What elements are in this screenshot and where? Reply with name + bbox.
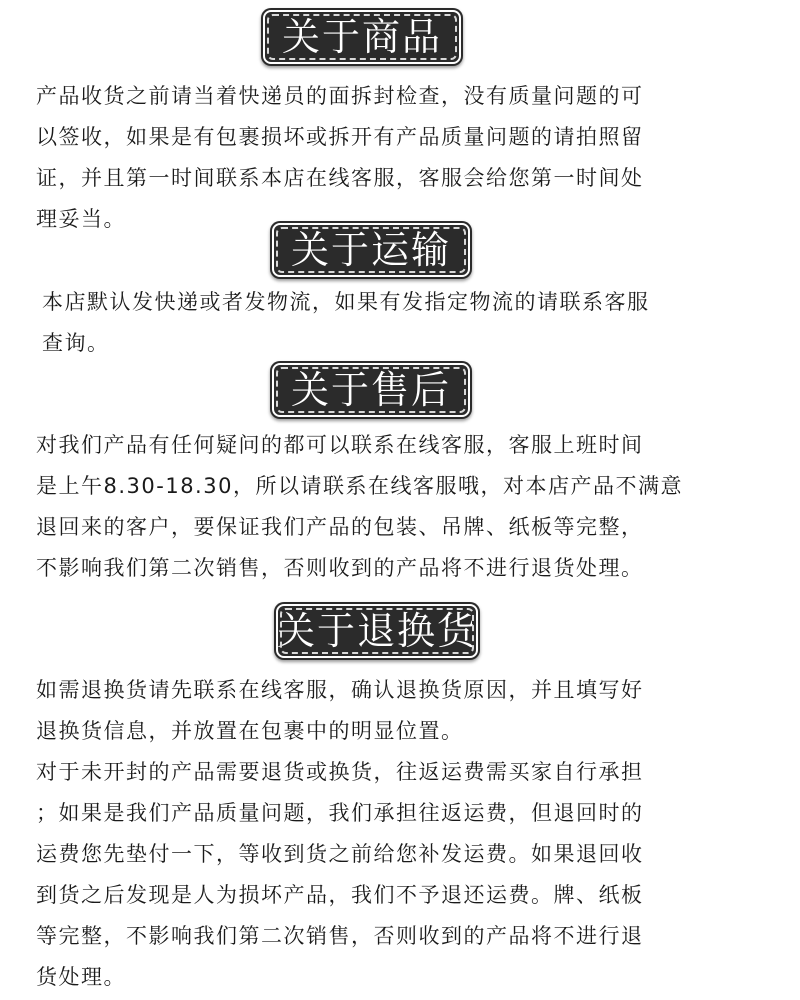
section-heading-aftersales: 关于售后 bbox=[270, 361, 472, 419]
section-heading-returns: 关于退换货 bbox=[274, 602, 480, 660]
section-text-product: 产品收货之前请当着快递员的面拆封检查，没有质量问题的可 以签收，如果是有包裹损坏或拆开有产品质量问题的请拍照留 证，并且第一时间联系本店在线客服，客服会给您第一时间处 理妥当。 bbox=[36, 84, 644, 231]
section-text-aftersales: 对我们产品有任何疑问的都可以联系在线客服，客服上班时间 是上午8.30-18.30，所以请联系在线客服哦，对本店产品不满意 退回来的客户，要保证我们产品的包装、吊牌、纸板等完整， 不影响我们第二次销售，否则收到的产品将不进行退货处理。 bbox=[36, 433, 683, 580]
section-text-returns-2: 对于未开封的产品需要退货或换货，往返运费需买家自行承担 ；如果是我们产品质量问题，我们承担往返运费，但退回时的 运费您先垫付一下，等收到货之前给您补发运费。如果退回收 到货之后发现是人为损坏产品，我们不予退还运费。牌、纸板 等完整，不影响我们第二次销售，否则收到的产品将不进行退 货处理。 bbox=[36, 760, 644, 989]
section-text-shipping: 本店默认发快递或者发物流，如果有发指定物流的请联系客服 查询。 bbox=[42, 290, 650, 355]
section-text-returns-1: 如需退换货请先联系在线客服，确认退换货原因，并且填写好 退换货信息，并放置在包裹中的明显位置。 bbox=[36, 678, 644, 743]
section-heading-shipping: 关于运输 bbox=[270, 221, 472, 279]
section-heading-product: 关于商品 bbox=[261, 8, 463, 66]
